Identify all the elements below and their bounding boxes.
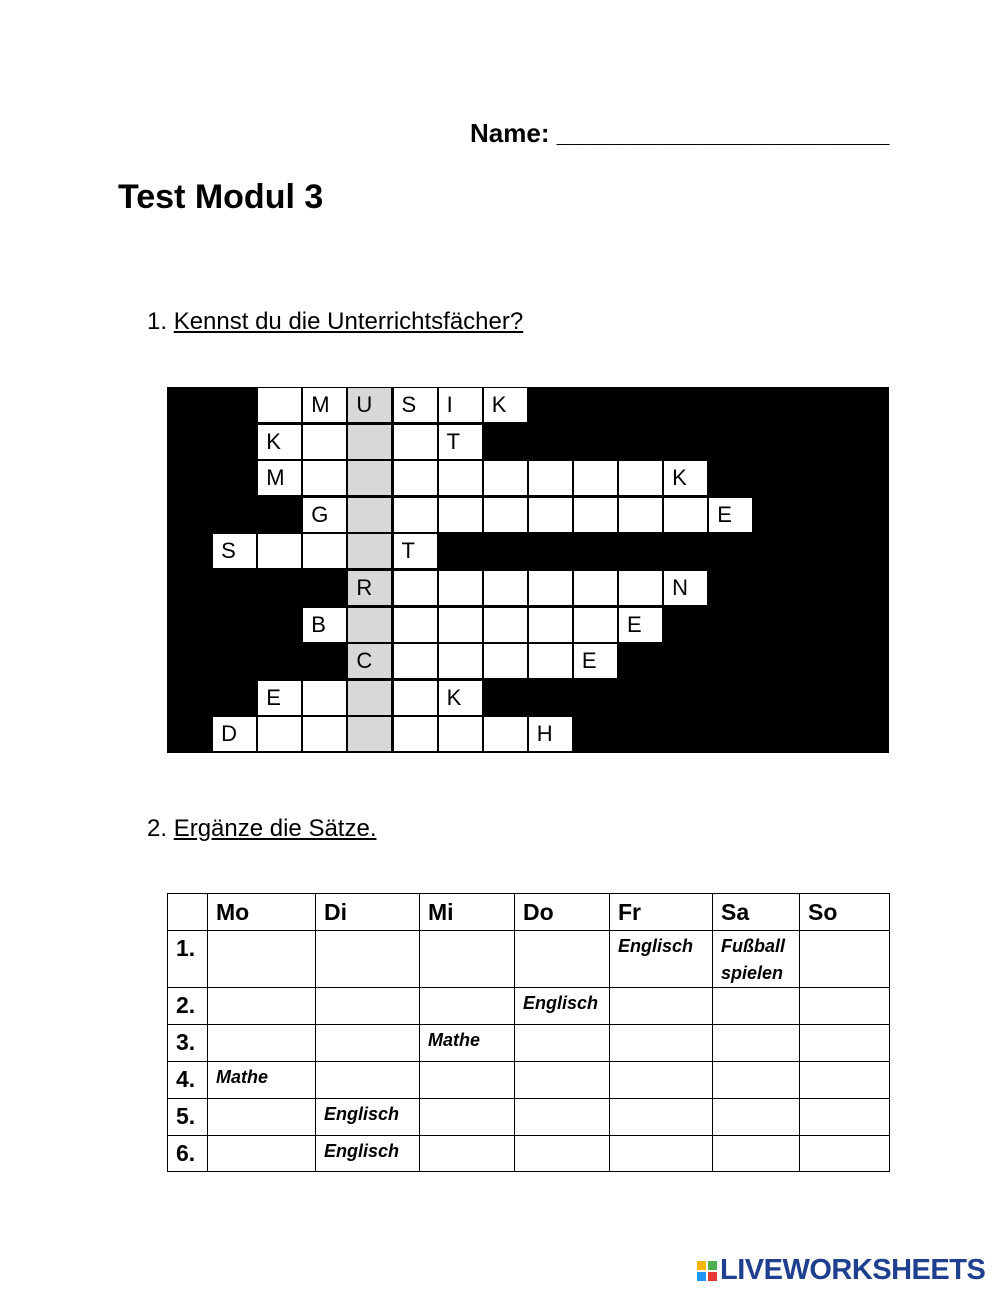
- schedule-cell[interactable]: [515, 1062, 610, 1099]
- crossword-cell[interactable]: [347, 497, 392, 533]
- question-2-heading: [147, 815, 376, 843]
- crossword-cell[interactable]: [438, 607, 483, 643]
- schedule-header-row: [168, 894, 890, 931]
- crossword-cell[interactable]: [483, 607, 528, 643]
- logo-block: [697, 1272, 706, 1281]
- crossword-cell[interactable]: R: [347, 570, 392, 606]
- crossword-cell[interactable]: [347, 533, 392, 569]
- crossword-cell[interactable]: [347, 680, 392, 716]
- row-number: 5.: [168, 1099, 208, 1136]
- crossword-cell[interactable]: S: [212, 533, 257, 569]
- crossword-cell[interactable]: [438, 497, 483, 533]
- day-header: So: [800, 894, 890, 931]
- crossword-cell[interactable]: [483, 643, 528, 679]
- row-number: 6.: [168, 1136, 208, 1172]
- row-number: 4.: [168, 1062, 208, 1099]
- schedule-cell[interactable]: [800, 988, 890, 1025]
- schedule-cell[interactable]: [208, 988, 316, 1025]
- schedule-cell[interactable]: Englisch: [515, 988, 610, 1025]
- schedule-cell[interactable]: [515, 1025, 610, 1062]
- crossword-cell[interactable]: [483, 570, 528, 606]
- schedule-cell[interactable]: [316, 1025, 420, 1062]
- page-title: Test Modul 3: [118, 178, 324, 216]
- crossword-cell[interactable]: [438, 716, 483, 752]
- crossword-cell[interactable]: [393, 424, 438, 460]
- crossword-cell[interactable]: T: [438, 424, 483, 460]
- schedule-cell[interactable]: [515, 931, 610, 988]
- crossword-cell[interactable]: [573, 460, 618, 496]
- crossword-cell[interactable]: [528, 497, 573, 533]
- crossword-cell[interactable]: [528, 643, 573, 679]
- crossword-cell[interactable]: [573, 497, 618, 533]
- row-number: 1.: [168, 931, 208, 988]
- schedule-cell[interactable]: [800, 1025, 890, 1062]
- crossword-cell[interactable]: M: [257, 460, 302, 496]
- schedule-row: [168, 1025, 890, 1062]
- schedule-cell[interactable]: [316, 1062, 420, 1099]
- crossword-cell[interactable]: K: [438, 680, 483, 716]
- schedule-cell[interactable]: [713, 1136, 800, 1172]
- schedule-row: [168, 1099, 890, 1136]
- crossword-cell[interactable]: [438, 643, 483, 679]
- crossword-cell[interactable]: [663, 497, 708, 533]
- crossword-cell[interactable]: [528, 570, 573, 606]
- crossword-cell[interactable]: M: [302, 387, 347, 423]
- crossword-cell[interactable]: [257, 716, 302, 752]
- crossword-cell[interactable]: [302, 460, 347, 496]
- logo-block: [708, 1272, 717, 1281]
- schedule-cell[interactable]: Englisch: [316, 1099, 420, 1136]
- schedule-cell[interactable]: [515, 1136, 610, 1172]
- crossword-cell[interactable]: [393, 607, 438, 643]
- crossword-cell[interactable]: [528, 607, 573, 643]
- crossword-cell[interactable]: [438, 460, 483, 496]
- schedule-cell[interactable]: Englisch: [316, 1136, 420, 1172]
- row-number: 2.: [168, 988, 208, 1025]
- crossword-cell[interactable]: E: [618, 607, 663, 643]
- crossword-cell[interactable]: T: [393, 533, 438, 569]
- schedule-cell[interactable]: [208, 931, 316, 988]
- schedule-cell[interactable]: [316, 931, 420, 988]
- crossword-cell[interactable]: K: [257, 424, 302, 460]
- schedule-cell[interactable]: [610, 1062, 713, 1099]
- schedule-row: [168, 1136, 890, 1172]
- day-header: Mi: [420, 894, 515, 931]
- crossword-cell[interactable]: D: [212, 716, 257, 752]
- crossword-cell[interactable]: K: [663, 460, 708, 496]
- crossword-cell[interactable]: [302, 533, 347, 569]
- schedule-cell[interactable]: [420, 1099, 515, 1136]
- schedule-cell[interactable]: [713, 988, 800, 1025]
- crossword-cell[interactable]: K: [483, 387, 528, 423]
- crossword-cell[interactable]: [393, 570, 438, 606]
- schedule-row: [168, 931, 890, 988]
- schedule-cell[interactable]: [610, 1099, 713, 1136]
- schedule-cell[interactable]: [208, 1025, 316, 1062]
- schedule-cell[interactable]: [800, 1136, 890, 1172]
- day-header: Sa: [713, 894, 800, 931]
- crossword-cell[interactable]: [347, 607, 392, 643]
- schedule-row: [168, 1062, 890, 1099]
- crossword-cell[interactable]: [618, 497, 663, 533]
- row-number: 3.: [168, 1025, 208, 1062]
- crossword-cell[interactable]: [257, 387, 302, 423]
- schedule-cell[interactable]: [420, 931, 515, 988]
- crossword-cell[interactable]: [347, 716, 392, 752]
- crossword-cell[interactable]: G: [302, 497, 347, 533]
- schedule-cell[interactable]: [800, 1062, 890, 1099]
- crossword-cell[interactable]: B: [302, 607, 347, 643]
- schedule-cell[interactable]: Englisch: [610, 931, 713, 988]
- crossword-cell[interactable]: [483, 716, 528, 752]
- crossword-cell[interactable]: I: [438, 387, 483, 423]
- crossword-cell[interactable]: [393, 497, 438, 533]
- question-text: Ergänze die Sätze.: [173, 815, 377, 842]
- day-header: Do: [515, 894, 610, 931]
- schedule-cell[interactable]: [316, 988, 420, 1025]
- crossword-cell[interactable]: [347, 460, 392, 496]
- liveworksheets-logo: [697, 1254, 985, 1287]
- schedule-cell[interactable]: [713, 1062, 800, 1099]
- question-number: 1.: [147, 308, 168, 335]
- crossword-cell[interactable]: [302, 680, 347, 716]
- crossword-cell[interactable]: [618, 460, 663, 496]
- crossword-cell[interactable]: N: [663, 570, 708, 606]
- logo-blocks-icon: [697, 1261, 717, 1281]
- schedule-cell[interactable]: [800, 1099, 890, 1136]
- crossword-cell[interactable]: E: [708, 497, 753, 533]
- question-number: 2.: [147, 815, 168, 842]
- crossword-cell[interactable]: [528, 460, 573, 496]
- crossword-cell[interactable]: [573, 570, 618, 606]
- day-header: Di: [316, 894, 420, 931]
- name-field[interactable]: Name: _______________________: [470, 118, 890, 148]
- crossword-cell[interactable]: E: [257, 680, 302, 716]
- schedule-cell[interactable]: [208, 1136, 316, 1172]
- crossword-cell[interactable]: C: [347, 643, 392, 679]
- logo-text: LIVEWORKSHEETS: [720, 1254, 986, 1286]
- schedule-cell[interactable]: [208, 1099, 316, 1136]
- crossword-cell[interactable]: [438, 570, 483, 606]
- schedule-cell[interactable]: Mathe: [420, 1025, 515, 1062]
- question-1-heading: [147, 308, 523, 336]
- crossword-grid: [167, 387, 889, 753]
- crossword-cell[interactable]: S: [393, 387, 438, 423]
- crossword-cell[interactable]: [257, 533, 302, 569]
- schedule-cell[interactable]: [610, 1025, 713, 1062]
- crossword-cell[interactable]: [573, 607, 618, 643]
- crossword-cell[interactable]: [302, 424, 347, 460]
- question-text: Kennst du die Unterrichtsfächer?: [173, 308, 524, 335]
- schedule-cell[interactable]: [515, 1099, 610, 1136]
- schedule-cell[interactable]: [800, 931, 890, 988]
- schedule-row: [168, 988, 890, 1025]
- schedule-cell[interactable]: [610, 988, 713, 1025]
- day-header: Mo: [208, 894, 316, 931]
- schedule-cell[interactable]: [713, 1025, 800, 1062]
- logo-block: [708, 1261, 717, 1270]
- day-header: [168, 894, 208, 931]
- crossword-cell[interactable]: [393, 680, 438, 716]
- crossword-cell[interactable]: [393, 716, 438, 752]
- crossword-cell[interactable]: H: [528, 716, 573, 752]
- crossword-cell[interactable]: [393, 460, 438, 496]
- schedule-table: [167, 893, 890, 1172]
- crossword-cell[interactable]: [393, 643, 438, 679]
- schedule-cell[interactable]: Fußball spielen: [713, 931, 800, 988]
- schedule-cell[interactable]: [713, 1099, 800, 1136]
- crossword-cell[interactable]: E: [573, 643, 618, 679]
- schedule-cell[interactable]: Mathe: [208, 1062, 316, 1099]
- schedule-cell[interactable]: [610, 1136, 713, 1172]
- schedule-cell[interactable]: [420, 1062, 515, 1099]
- crossword-cell[interactable]: [483, 460, 528, 496]
- schedule-cell[interactable]: [420, 988, 515, 1025]
- logo-block: [697, 1261, 706, 1270]
- crossword-cell[interactable]: [347, 424, 392, 460]
- crossword-cell[interactable]: [618, 570, 663, 606]
- schedule-cell[interactable]: [420, 1136, 515, 1172]
- day-header: Fr: [610, 894, 713, 931]
- crossword-cell[interactable]: [302, 716, 347, 752]
- crossword-cell[interactable]: [483, 497, 528, 533]
- crossword-cell[interactable]: U: [347, 387, 392, 423]
